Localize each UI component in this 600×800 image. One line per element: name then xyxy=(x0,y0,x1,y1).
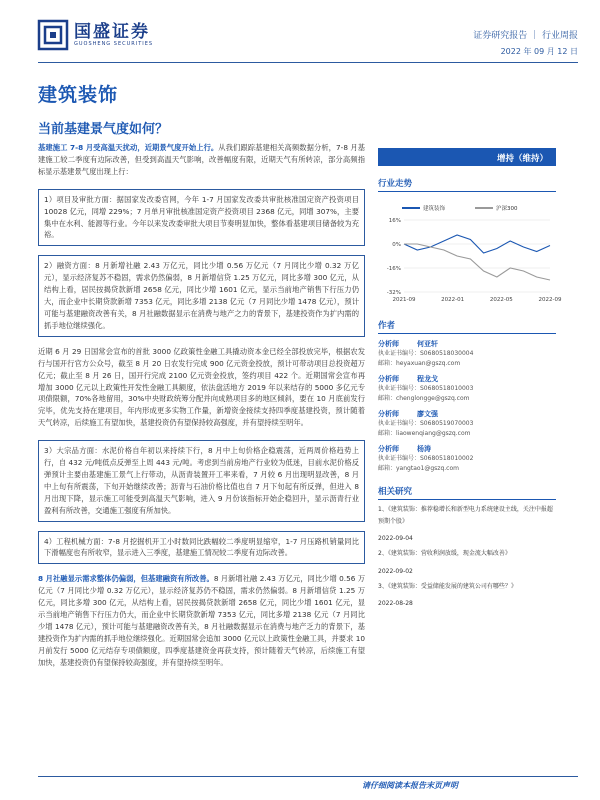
footer xyxy=(38,776,578,790)
logo-icon xyxy=(38,20,68,50)
legend-item-industry xyxy=(402,204,445,212)
x-tick-label: 2021-09 xyxy=(392,297,416,303)
author-list xyxy=(378,339,556,474)
author-name: 杨涛 xyxy=(417,445,431,453)
commodities-text: 3）大宗品方面：水泥价格自年初以来持续下行，8 月中上旬价格企稳震荡，近两周价格趋势上行，自 432 元/吨低点反弹至上周 443 元/吨。考虑到当前房地产行业较为低迷，目前水泥价格反弹预计主要由基建施工景气上行带动，从沥青装置开工率来看，7 月较 6 月出现明显改善，8 月中上旬有所震荡，下旬开始继续改善；沥青与石油价格比值也自 7 月下旬起有所反弹，但进入 8 月出现下降，显示施工可能受到高温天气影响，进入 9 月份该指标开始企稳回升，显示沥青行业盈利有所改善，交通施工强度有所加快。 xyxy=(44,446,359,515)
legend-swatch xyxy=(475,207,493,209)
author-name-row xyxy=(378,409,556,419)
author-email[interactable]: 邮箱：heyaxuan@gszq.com xyxy=(378,360,461,367)
summary-paragraph xyxy=(38,142,365,178)
author-email[interactable]: 邮箱：yangtao1@gszq.com xyxy=(378,465,459,472)
author-name-row xyxy=(378,444,556,454)
financing-text: 2）融资方面：8 月新增社融 2.43 万亿元，同比少增 0.56 万亿元（7 月同比少增 0.32 万亿元），显示经济复苏不稳固，需求仍然偏弱，8 月新增信贷 1.25 万亿元，同比多增 300 亿元，从结构上看，居民按揭贷款新增 2658 亿元，同比少增 1601 亿元，显示当前地产销售下行压力仍大，而企业中长期贷款新增 7353 亿元，同比多增 2138 亿元（7 月同比少增 1478 亿元），预计可能与基建融资改善有关，8 月社融数据显示在消费与地产之力的背景下，基建投资作为扩内需的抓手地位继续强化。 xyxy=(44,261,359,330)
report-type: 证券研究报告 ｜ 行业周报 xyxy=(473,31,578,41)
header-divider xyxy=(38,62,578,63)
project-approval-text: 1）项目及审批方面：据国家发改委官网，今年 1-7 月国家发改委共审批核准国定资产投资项目 10028 亿元，同增 229%；7 月单月审批核准国定资产投资项目 2368 亿元，同增 307%，主要集中在水利、能源等行业。今年以来发改委审批大项目节奏明显加快，整体看基建项目储备较为充裕。 xyxy=(44,194,359,240)
author-cert: 执业证书编号：S0680518030004 xyxy=(378,350,474,357)
report-title: 当前基建景气度如何？ xyxy=(38,122,169,137)
financing-box xyxy=(38,255,365,336)
author-item xyxy=(378,374,556,404)
author-item xyxy=(378,339,556,369)
trend-heading: 行业走势 xyxy=(378,177,556,192)
trend-chart-svg xyxy=(378,196,562,308)
author-item xyxy=(378,409,556,439)
author-role: 分析师 xyxy=(378,410,399,418)
summary-text: 从我们跟踪基建相关高频数据分析，7-8 月基建施工较二季度有边际改善，但受到高温天气影响，改善幅度有限，近期天气有所转凉，部分高频指标显示基建景气度出现上行： xyxy=(38,143,365,176)
y-tick-label: 16% xyxy=(388,218,401,224)
related-report-date: 2022-08-28 xyxy=(378,600,413,607)
author-name-row xyxy=(378,374,556,384)
commodities-box xyxy=(38,440,365,521)
social-finance-paragraph xyxy=(38,573,365,668)
legend-item-index xyxy=(475,204,518,212)
author-cert: 执业证书编号：S0680518010003 xyxy=(378,385,474,392)
chart-legend xyxy=(402,204,518,212)
related-report-link[interactable]: 1、《建筑装饰：推荐稳增长和新型电力系统建设主线，关注中报超预期个股》 xyxy=(378,506,553,525)
x-tick-label: 2022-05 xyxy=(489,297,513,303)
y-tick-label: -16% xyxy=(386,266,401,272)
related-report-link[interactable]: 3、《建筑装饰：受益储能发展的建筑公司有哪些？》 xyxy=(378,582,517,590)
author-email[interactable]: 邮箱：liaowenqiang@gszq.com xyxy=(378,430,471,437)
machinery-text: 4）工程机械方面：7-8 月挖掘机开工小时数同比跌幅较二季度明显缩窄，1-7 月压路机销量同比下滑幅度也有所收窄，显示进入三季度，基建施工情况较二季度有边际改善。 xyxy=(44,536,359,558)
y-tick-label: -32% xyxy=(386,290,401,296)
logo-name-cn: 国盛证券 xyxy=(74,21,150,42)
authors-heading: 作者 xyxy=(378,319,556,334)
company-logo xyxy=(38,20,153,50)
sidebar xyxy=(378,148,562,609)
summary-lead: 基建施工 7-8 月受高温天扰动，近期景气度开始上行。 xyxy=(38,143,219,152)
legend-label: 建筑装饰 xyxy=(423,206,446,212)
author-name: 程龙戈 xyxy=(417,375,438,383)
legend-swatch xyxy=(402,207,420,209)
social-finance-lead: 8 月社融显示需求整体仍偏弱，但基建融资有所改善。 xyxy=(38,574,214,584)
y-tick-label: 0% xyxy=(392,242,401,248)
policy-paragraph: 近期 6 月 29 日国常会宣布的首批 3000 亿政策性金融工具撬动资本金已经全部投放完毕，根据农发行与国开行官方公众号，截至 8 月 20 日农发行完成 900 亿元资金投放，预计可带动项目总投资超万亿元；截止至 8 月 26 日，国开行完成 2100 亿元资金投放，签约项目 422 个。近期国常会宣布再增加 3000 亿元以上政策性开发性金融工具额度，依法盘活地方 2019 年以来结存的 5000 多亿元专项债限额，70%各地留用，30%中央财政统筹分配并向成熟项目多的地区倾斜，要在 10 月底前发行完毕，优先支持在建项目，年内形成更多实物工作量，新增资金接续支持四季度基建投资，预计随着天气转凉，后续施工有望加快，基建投资仍有望保持较高强度，并有望持续至明年。 xyxy=(38,346,365,428)
series-line xyxy=(404,244,550,280)
project-approval-box xyxy=(38,189,365,247)
author-role: 分析师 xyxy=(378,375,399,383)
x-tick-label: 2022-01 xyxy=(441,297,465,303)
author-cert: 执业证书编号：S0680518010002 xyxy=(378,455,474,462)
related-list xyxy=(378,504,556,609)
main-body xyxy=(38,142,365,680)
author-name-row xyxy=(378,339,556,349)
related-report-date: 2022-09-04 xyxy=(378,535,413,542)
author-name: 何亚轩 xyxy=(417,340,438,348)
related-report-link[interactable]: 2、《建筑装饰：营收利润放缓，现金流大幅改善》 xyxy=(378,550,511,557)
social-finance-text: 8 月新增社融 2.43 万亿元，同比少增 0.56 万亿元（7 月同比少增 0.32 万亿元），显示经济复苏仍不稳固，需求仍然偏弱。8 月新增信贷 1.25 万亿元，同比多增 300 亿元，从结构上看，居民按揭贷款新增 2658 亿元，同比少增 1601 亿元，显示当前地产销售下行压力仍大，而企业中长期贷款新增 7353 亿元，同比多增 2138 亿元（7 月同比少增 1478 亿元），预计可能与基建融资改善有关，8 月社融数据显示在消费与地产乏力的背景下，基建投资作为扩内需的抓手地位继续强化。近期国常会追加 3000 亿元以上政策性金融工具，并要求 10 月前发行 5000 亿元结存专项债额度，四季度基建资金再获支持，预计随着天气转凉，后续施工有望加快，基建投资仍有望保持较高强度，并有望持续至明年。 xyxy=(38,574,365,667)
footer-disclaimer: 请仔细阅读本报告末页声明 xyxy=(362,781,458,790)
author-role: 分析师 xyxy=(378,445,399,453)
machinery-box xyxy=(38,531,365,565)
author-role: 分析师 xyxy=(378,340,399,348)
author-cert: 执业证书编号：S0680519070003 xyxy=(378,420,474,427)
trend-chart xyxy=(378,196,562,308)
legend-label: 沪深300 xyxy=(496,206,518,212)
x-tick-label: 2022-09 xyxy=(538,297,562,303)
rating-badge: 增持（维持） xyxy=(378,148,556,166)
author-name: 廖文强 xyxy=(417,410,438,418)
author-email[interactable]: 邮箱：chenglongge@gszq.com xyxy=(378,395,470,402)
logo-name-en: GUOSHENG SECURITIES xyxy=(74,40,154,47)
report-date: 2022 年 09 月 12 日 xyxy=(500,47,578,56)
industry-name: 建筑装饰 xyxy=(38,84,119,106)
author-item xyxy=(378,444,556,474)
related-heading: 相关研究 xyxy=(378,485,556,500)
related-report-date: 2022-09-02 xyxy=(378,567,413,575)
